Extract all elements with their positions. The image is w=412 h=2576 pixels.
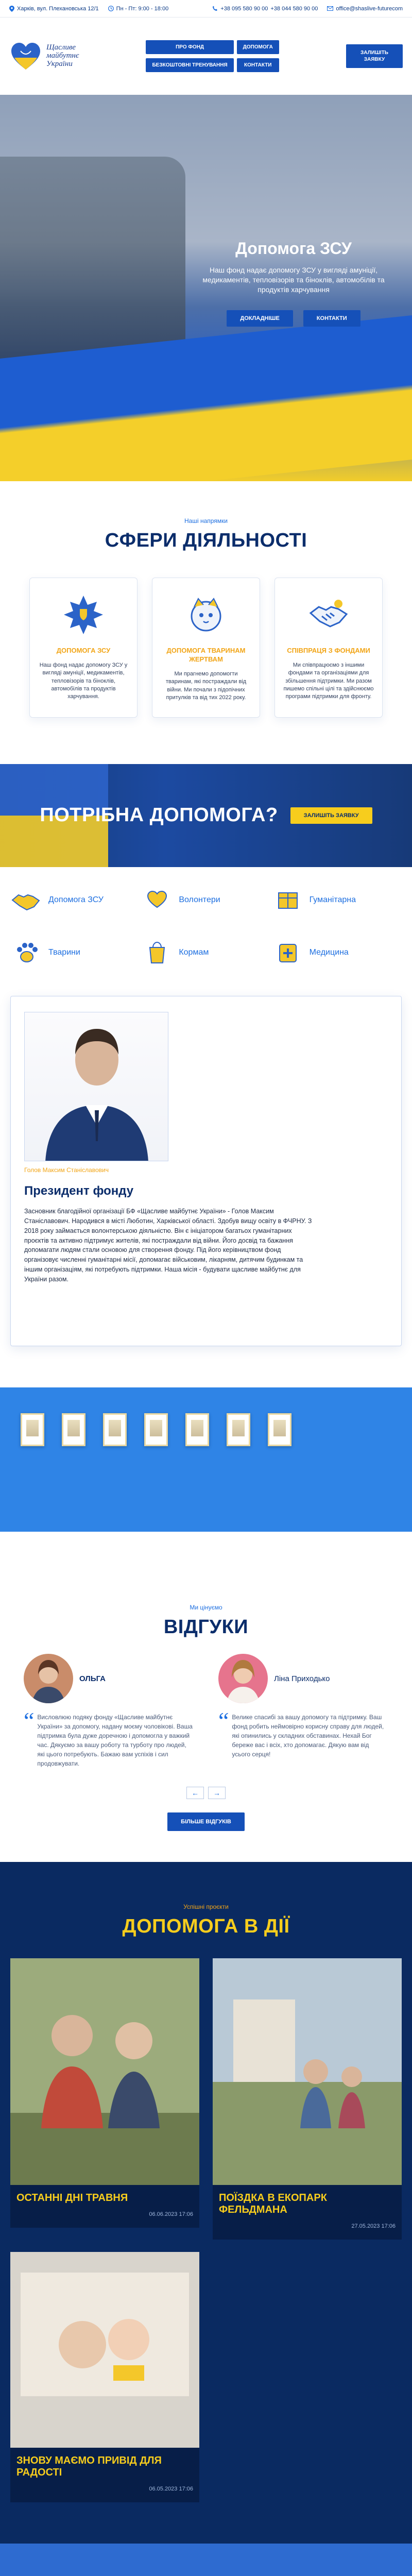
activities-title: СФЕРИ ДІЯЛЬНОСТІ <box>105 530 307 551</box>
president-section <box>0 986 412 1387</box>
certificate-thumbnail[interactable] <box>227 1413 250 1446</box>
help-type-item[interactable] <box>141 886 271 914</box>
project-date: 06.05.2023 17:06 <box>149 2486 193 2493</box>
certificate-thumbnail[interactable] <box>185 1413 209 1446</box>
project-date: 27.05.2023 17:06 <box>351 2223 396 2230</box>
help-type-label: Гуманітарна <box>309 895 356 905</box>
handshake-icon <box>10 886 43 914</box>
logo-line3: України <box>46 59 73 68</box>
activity-card-text: Наш фонд надає допомогу ЗСУ у вигляді амуніції, медикаментів, тепловізорів та біноклів, автомобілів та продуктів харчування. <box>39 662 128 700</box>
projects-section <box>0 1862 412 2544</box>
footer <box>0 2544 412 2576</box>
certificates-gallery <box>0 1387 412 1532</box>
nav-contacts[interactable]: КОНТАКТИ <box>237 58 279 72</box>
site-logo[interactable] <box>9 41 79 72</box>
address-item <box>9 6 99 12</box>
activities-section <box>0 481 412 764</box>
president-caption: Голов Максим Станіславович <box>24 1166 109 1174</box>
review-card <box>24 1654 194 1768</box>
project-card[interactable] <box>213 1958 402 2240</box>
activity-card-title: ДОПОМОГА ЗСУ <box>56 647 111 654</box>
location-pin-icon <box>9 6 14 12</box>
heart-hands-icon <box>141 886 174 914</box>
help-type-item[interactable] <box>10 886 141 914</box>
project-card[interactable] <box>10 2252 199 2502</box>
main-nav <box>146 40 279 72</box>
nav-trainings[interactable]: БЕЗКОШТОВНІ ТРЕНУВАННЯ <box>146 58 233 72</box>
projects-title: ДОПОМОГА В ДІЇ <box>122 1916 290 1938</box>
nav-about[interactable]: ПРО ФОНД <box>146 40 233 54</box>
president-title: Президент фонду <box>24 1184 134 1198</box>
mail-icon <box>327 6 333 11</box>
help-type-item[interactable] <box>271 886 402 914</box>
handshake-icon <box>306 592 351 637</box>
hero-section <box>0 95 412 481</box>
project-card[interactable] <box>10 1958 199 2240</box>
box-icon <box>271 886 304 914</box>
reviews-section <box>0 1532 412 1862</box>
phone2-text[interactable]: +38 044 580 90 00 <box>270 5 318 12</box>
president-bio: Засновник благодійної організації БФ «Щасливе майбутнє України» - Голов Максим Станіславович. Народився в місті Люботин, Харківської області. Здобув вищу освіту в ФЧРНУ. З 2018 року займається волонтерською діяльністю. Він є ініціатором багатьох гуманітарних проєктів та активно підтримує жителів, які постраждали від війни. Його досвід та бажання допомагати людям стали основою для створення фонду. Під його керівництвом фонд організовує численні гуманітарні місії, допомагає військовим, лікарням, дитячим будинкам та іншим організаціям, які потребують підтримки. Наша місія - будувати щасливе майбутнє для України разом. <box>24 1208 312 1283</box>
certificate-thumbnail[interactable] <box>268 1413 291 1446</box>
certificate-thumbnail[interactable] <box>21 1413 44 1446</box>
quote-icon: “ <box>218 1707 229 1734</box>
need-help-title: ПОТРІБНА ДОПОМОГА? <box>40 804 278 826</box>
animal-face-icon <box>184 592 228 637</box>
project-image <box>213 1958 402 2185</box>
person-portrait-icon <box>25 1012 168 1161</box>
hero-details-button[interactable]: ДОКЛАДНІШЕ <box>227 310 293 327</box>
certificate-thumbnail[interactable] <box>103 1413 127 1446</box>
hours-text: Пн - Пт: 9:00 - 18:00 <box>116 5 169 12</box>
project-title[interactable]: ЗНОВУ МАЄМО ПРИВІД ДЛЯ РАДОСТІ <box>16 2455 162 2479</box>
footer-banner <box>0 2544 412 2576</box>
logo-line2: майбутнє <box>46 52 79 60</box>
project-image <box>10 2252 199 2448</box>
avatar <box>218 1654 268 1703</box>
email-item[interactable] <box>327 6 403 12</box>
help-type-label: Тварини <box>48 948 80 957</box>
activity-card-title: СПІВПРАЦЯ З ФОНДАМИ <box>287 647 370 654</box>
activity-card-funds[interactable] <box>274 578 383 718</box>
review-text: Велике спасибі за вашу допомогу та підтримку. Ваш фонд робить неймовірно корисну справу для людей, які опинились у складних обставинах. Нехай Бог береже вас і всіх, хто допомагає. Дякую вам від усього серця! <box>232 1714 384 1758</box>
project-date: 06.06.2023 17:06 <box>149 2211 193 2218</box>
clock-icon <box>108 6 114 11</box>
review-card <box>218 1654 388 1768</box>
logo-text <box>46 44 79 68</box>
president-card <box>10 996 402 1346</box>
next-arrow-icon[interactable]: → <box>208 1787 226 1799</box>
help-type-item[interactable] <box>271 938 402 967</box>
top-bar <box>0 0 412 18</box>
request-help-button[interactable]: ЗАЛИШІТЬ ЗАЯВКУ <box>346 44 403 68</box>
help-type-label: Допомога ЗСУ <box>48 895 104 905</box>
review-text: Висловлюю подяку фонду «Щасливе майбутнє України» за допомогу, надану моєму чоловікові. Ваша підтримка була дуже доречною і допомогла у важкий час. Дякуємо за вашу роботу та турботу про людей, які цього потребують. Бажаю вам успіхів і сил продовжувати. <box>37 1714 193 1768</box>
help-type-item[interactable] <box>141 938 271 967</box>
hero-subtitle: Наш фонд надає допомогу ЗСУ у вигляді амуніції, медикаментів, тепловізорів та біноклів, автомобілів та продуктів харчування <box>202 266 385 294</box>
more-reviews-button[interactable]: БІЛЬШЕ ВІДГУКІВ <box>167 1812 245 1831</box>
hero-contacts-button[interactable]: КОНТАКТИ <box>303 310 360 327</box>
help-type-label: Волонтери <box>179 895 220 905</box>
project-title[interactable]: ПОЇЗДКА В ЕКОПАРК ФЕЛЬДМАНА <box>219 2192 327 2216</box>
hours-item <box>108 6 169 12</box>
help-type-label: Кормам <box>179 948 209 957</box>
phone-item[interactable] <box>212 6 318 12</box>
logo-line1: Щасливе <box>46 43 76 52</box>
help-type-item[interactable] <box>10 938 141 967</box>
header <box>0 18 412 95</box>
activities-eyebrow: Наші напрямки <box>184 517 228 524</box>
logo-heart-icon <box>9 41 42 72</box>
review-author: Ліна Приходько <box>274 1674 330 1683</box>
certificate-thumbnail[interactable] <box>62 1413 85 1446</box>
activity-card-text: Ми співпрацюємо з іншими фондами та організаціями для збільшення підтримки. Ми разом пишемо спільні цілі та здійснюємо програми підтримки для фронту. <box>283 662 374 700</box>
email-text[interactable]: office@shaslive-futurecom <box>336 5 403 12</box>
president-photo <box>24 1012 168 1161</box>
hero-panel <box>196 239 391 327</box>
help-type-label: Медицина <box>309 948 349 957</box>
certificate-thumbnail[interactable] <box>144 1413 168 1446</box>
activity-card-army[interactable] <box>29 578 138 718</box>
activity-card-animals[interactable] <box>152 578 260 718</box>
need-help-banner <box>0 764 412 867</box>
prev-arrow-icon[interactable]: ← <box>186 1787 204 1799</box>
nav-help[interactable]: ДОПОМОГА <box>237 40 279 54</box>
help-types <box>0 867 412 986</box>
address-text: Харків, вул. Плехановська 12/1 <box>17 5 99 12</box>
need-help-button[interactable]: ЗАЛИШІТЬ ЗАЯВКУ <box>290 807 372 824</box>
projects-eyebrow: Успішні проєкти <box>183 1903 229 1911</box>
reviews-title: ВІДГУКИ <box>163 1616 249 1638</box>
food-bag-icon <box>141 938 174 967</box>
phone1-text[interactable]: +38 095 580 90 00 <box>220 5 268 12</box>
army-emblem-icon <box>61 592 106 637</box>
quote-icon: “ <box>24 1707 35 1734</box>
phone-icon <box>212 6 218 11</box>
activity-card-title: ДОПОМОГА ТВАРИНАМ ЖЕРТВАМ <box>166 647 246 663</box>
reviews-eyebrow: Ми цінуємо <box>190 1604 222 1612</box>
review-author: ОЛЬГА <box>79 1674 106 1683</box>
hero-title: Допомога ЗСУ <box>235 239 352 258</box>
medicine-icon <box>271 938 304 967</box>
activity-card-text: Ми прагнемо допомогти тваринам, які постраждали від війни. Ми почали з підопічних притулків та від тих 2022 року. <box>165 670 247 701</box>
avatar <box>24 1654 73 1703</box>
project-title[interactable]: ОСТАННІ ДНІ ТРАВНЯ <box>16 2192 128 2204</box>
project-image <box>10 1958 199 2185</box>
paw-icon <box>10 938 43 967</box>
